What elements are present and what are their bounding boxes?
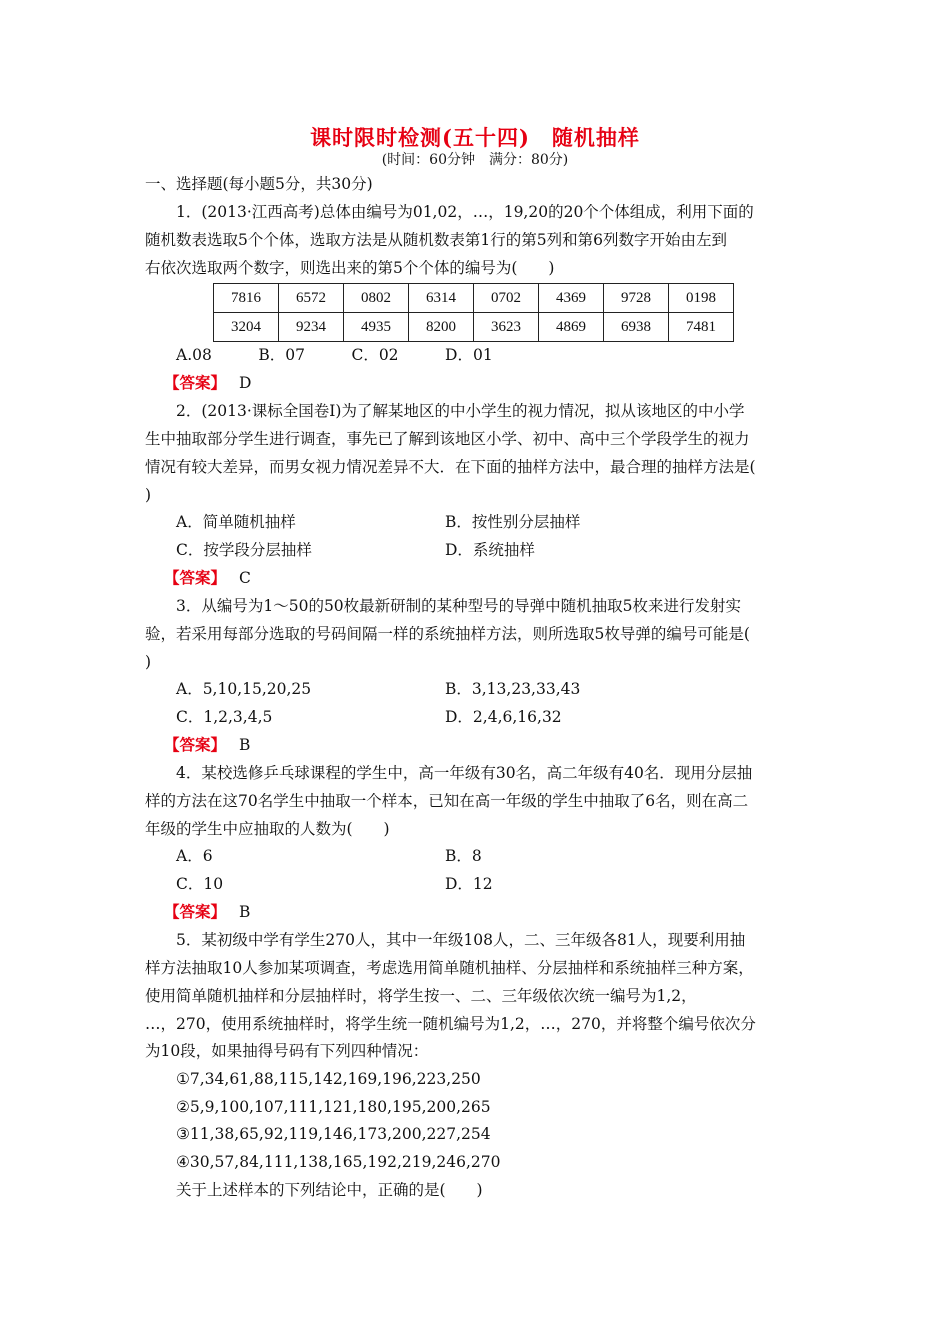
answer-value: D <box>238 374 252 392</box>
q4-line: 样的方法在这70名学生中抽取一个样本，已知在高一年级的学生中抽取了6名，则在高二 <box>145 792 749 810</box>
q1-line: 1．(2013·江西高考)总体由编号为01,02，…，19,20的20个个体组成，利用下面的 <box>176 203 754 221</box>
q3-options-row <box>176 675 841 703</box>
table-cell: 4869 <box>539 313 604 342</box>
option-a: A．6 <box>176 847 213 865</box>
q3-answer <box>164 731 829 759</box>
q4-answer <box>164 898 829 926</box>
table-cell: 8200 <box>409 313 474 342</box>
table-cell: 3204 <box>214 313 279 342</box>
option-d: D．系统抽样 <box>445 541 535 559</box>
q5-case: ④30,57,84,111,138,165,192,219,246,270 <box>176 1153 501 1171</box>
q4-options-row <box>176 870 841 898</box>
q5-case: ②5,9,100,107,111,121,180,195,200,265 <box>176 1098 491 1116</box>
answer-tag: 【答案】 <box>164 568 227 587</box>
random-number-table <box>213 283 734 342</box>
q2-line: ) <box>145 486 152 504</box>
table-cell: 0702 <box>474 284 539 313</box>
option-a: A．简单随机抽样 <box>176 513 296 531</box>
option-c: C．1,2,3,4,5 <box>176 708 273 726</box>
q2-options-row <box>176 536 841 564</box>
q5-line: 为10段，如果抽得号码有下列四种情况： <box>145 1042 429 1060</box>
q2-options-row <box>176 508 841 536</box>
q5-line: 使用简单随机抽样和分层抽样时，将学生按一、二、三年级依次统一编号为1,2， <box>145 987 697 1005</box>
q3-options-row <box>176 703 841 731</box>
page-subtitle: (时间：60分钟 满分：80分) <box>381 152 569 168</box>
q5-line: 样方法抽取10人参加某项调查，考虑选用简单随机抽样、分层抽样和系统抽样三种方案， <box>145 959 754 977</box>
option-b: B．3,13,23,33,43 <box>445 680 581 698</box>
answer-value: B <box>238 736 251 754</box>
table-cell: 9234 <box>279 313 344 342</box>
q1-answer <box>164 369 829 397</box>
table-cell: 9728 <box>604 284 669 313</box>
q3-line: 验，若采用每部分选取的号码间隔一样的系统抽样方法，则所选取5枚导弹的编号可能是( <box>145 625 750 643</box>
option-d: D．2,4,6,16,32 <box>445 708 562 726</box>
table-cell: 3623 <box>474 313 539 342</box>
q1-options: A.08 B．07 C．02 D．01 <box>176 346 493 364</box>
q2-line: 生中抽取部分学生进行调查，事先已了解到该地区小学、初中、高中三个学段学生的视力 <box>145 430 750 448</box>
q5-line: 5．某初级中学有学生270人，其中一年级108人，二、三年级各81人，现要利用抽 <box>176 931 746 949</box>
q2-answer <box>164 564 829 592</box>
table-cell: 7481 <box>669 313 734 342</box>
answer-value: B <box>238 903 251 921</box>
answer-tag: 【答案】 <box>164 902 227 921</box>
q1-line: 随机数表选取5个个体，选取方法是从随机数表第1行的第5列和第6列数字开始由左到 <box>145 231 727 249</box>
option-b: B．8 <box>445 847 482 865</box>
q4-options-row <box>176 842 841 870</box>
q3-line: 3．从编号为1～50的50枚最新研制的某种型号的导弹中随机抽取5枚来进行发射实 <box>176 597 742 615</box>
table-cell: 7816 <box>214 284 279 313</box>
page-title: 课时限时检测(五十四) 随机抽样 <box>310 125 640 150</box>
table-cell: 4369 <box>539 284 604 313</box>
table-row <box>214 284 734 313</box>
answer-tag: 【答案】 <box>164 373 227 392</box>
q3-line: ) <box>145 653 152 671</box>
answer-tag: 【答案】 <box>164 735 227 754</box>
table-cell: 6314 <box>409 284 474 313</box>
q2-line: 情况有较大差异，而男女视力情况差异不大．在下面的抽样方法中，最合理的抽样方法是( <box>145 458 756 476</box>
table-cell: 0198 <box>669 284 734 313</box>
q5-conclusion: 关于上述样本的下列结论中，正确的是( ) <box>176 1181 483 1199</box>
section-heading: 一、选择题(每小题5分，共30分) <box>145 175 373 193</box>
q1-line: 右依次选取两个数字，则选出来的第5个个体的编号为( ) <box>145 259 555 277</box>
q4-line: 年级的学生中应抽取的人数为( ) <box>145 820 390 838</box>
table-cell: 0802 <box>344 284 409 313</box>
q5-line: …，270，使用系统抽样时，将学生统一随机编号为1,2，…，270，并将整个编号依次分 <box>145 1015 756 1033</box>
option-c: C．按学段分层抽样 <box>176 541 312 559</box>
q5-case: ③11,38,65,92,119,146,173,200,227,254 <box>176 1125 491 1143</box>
option-c: C．10 <box>176 875 224 893</box>
q2-line: 2．(2013·课标全国卷Ⅰ)为了解某地区的中小学生的视力情况，拟从该地区的中小学 <box>176 402 745 420</box>
option-d: D．12 <box>445 875 493 893</box>
option-a: A．5,10,15,20,25 <box>176 680 312 698</box>
option-b: B．按性别分层抽样 <box>445 513 581 531</box>
table-cell: 6938 <box>604 313 669 342</box>
answer-value: C <box>238 569 251 587</box>
q4-line: 4．某校选修乒乓球课程的学生中，高一年级有30名，高二年级有40名．现用分层抽 <box>176 764 753 782</box>
table-cell: 6572 <box>279 284 344 313</box>
q5-case: ①7,34,61,88,115,142,169,196,223,250 <box>176 1070 481 1088</box>
table-row <box>214 313 734 342</box>
table-cell: 4935 <box>344 313 409 342</box>
